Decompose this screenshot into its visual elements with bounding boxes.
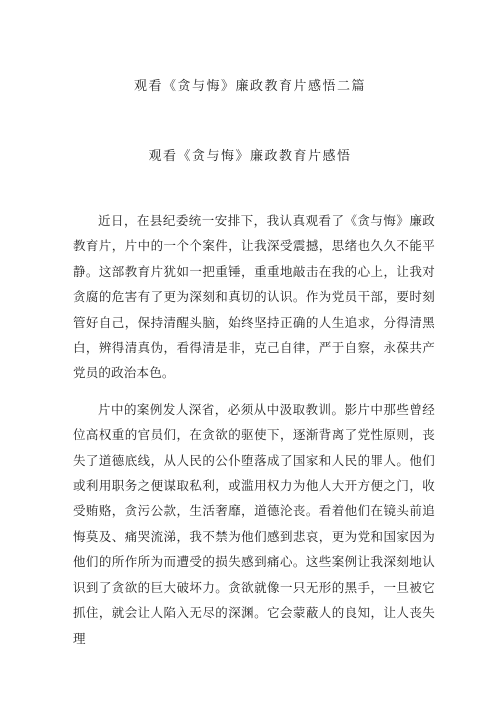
paragraph: 片中的案例发人深省，必须从中汲取教训。影片中那些曾经位高权重的官员们，在贪欲的驱使下，逐渐背离了党性原则，丧失了道德底线，从人民的公仆堕落成了国家和人民的罪人。他们或利用职务之便谋取私利，或滥用权力为他人大开方便之门，收受贿赂，贪污公款，生活奢靡，道德沦丧。看着他们在镜头前追悔莫及、痛哭流涕，我不禁为他们感到悲哀，更为党和国家因为他们的所作所为而遭受的损失感到痛心。这些案例让我深刻地认识到了贪欲的巨大破坏力。贪欲就像一只无形的黑手，一旦被它抓住，就会让人陷入无尽的深渊。它会蒙蔽人的良知，让人丧失理 — [73, 401, 435, 646]
paragraph: 近日，在县纪委统一安排下，我认真观看了《贪与悔》廉政教育片，片中的一个个案件，让我深受震撼，思绪也久久不能平静。这部教育片犹如一把重锤，重重地敲击在我的心上，让我对贪腐的危害有了更为深刻和真切的认识。作为党员干部，要时刻管好自己，保持清醒头脑，始终坚持正确的人生追求，分得清黑白，辨得清真伪，看得清是非，克己自律，严于自察，永葆共产党员的政治本色。 — [73, 213, 435, 381]
document-subtitle: 观看《贪与悔》廉政教育片感悟 — [148, 149, 352, 164]
document-body — [73, 208, 435, 662]
document-title: 观看《贪与悔》廉政教育片感悟二篇 — [133, 79, 366, 94]
